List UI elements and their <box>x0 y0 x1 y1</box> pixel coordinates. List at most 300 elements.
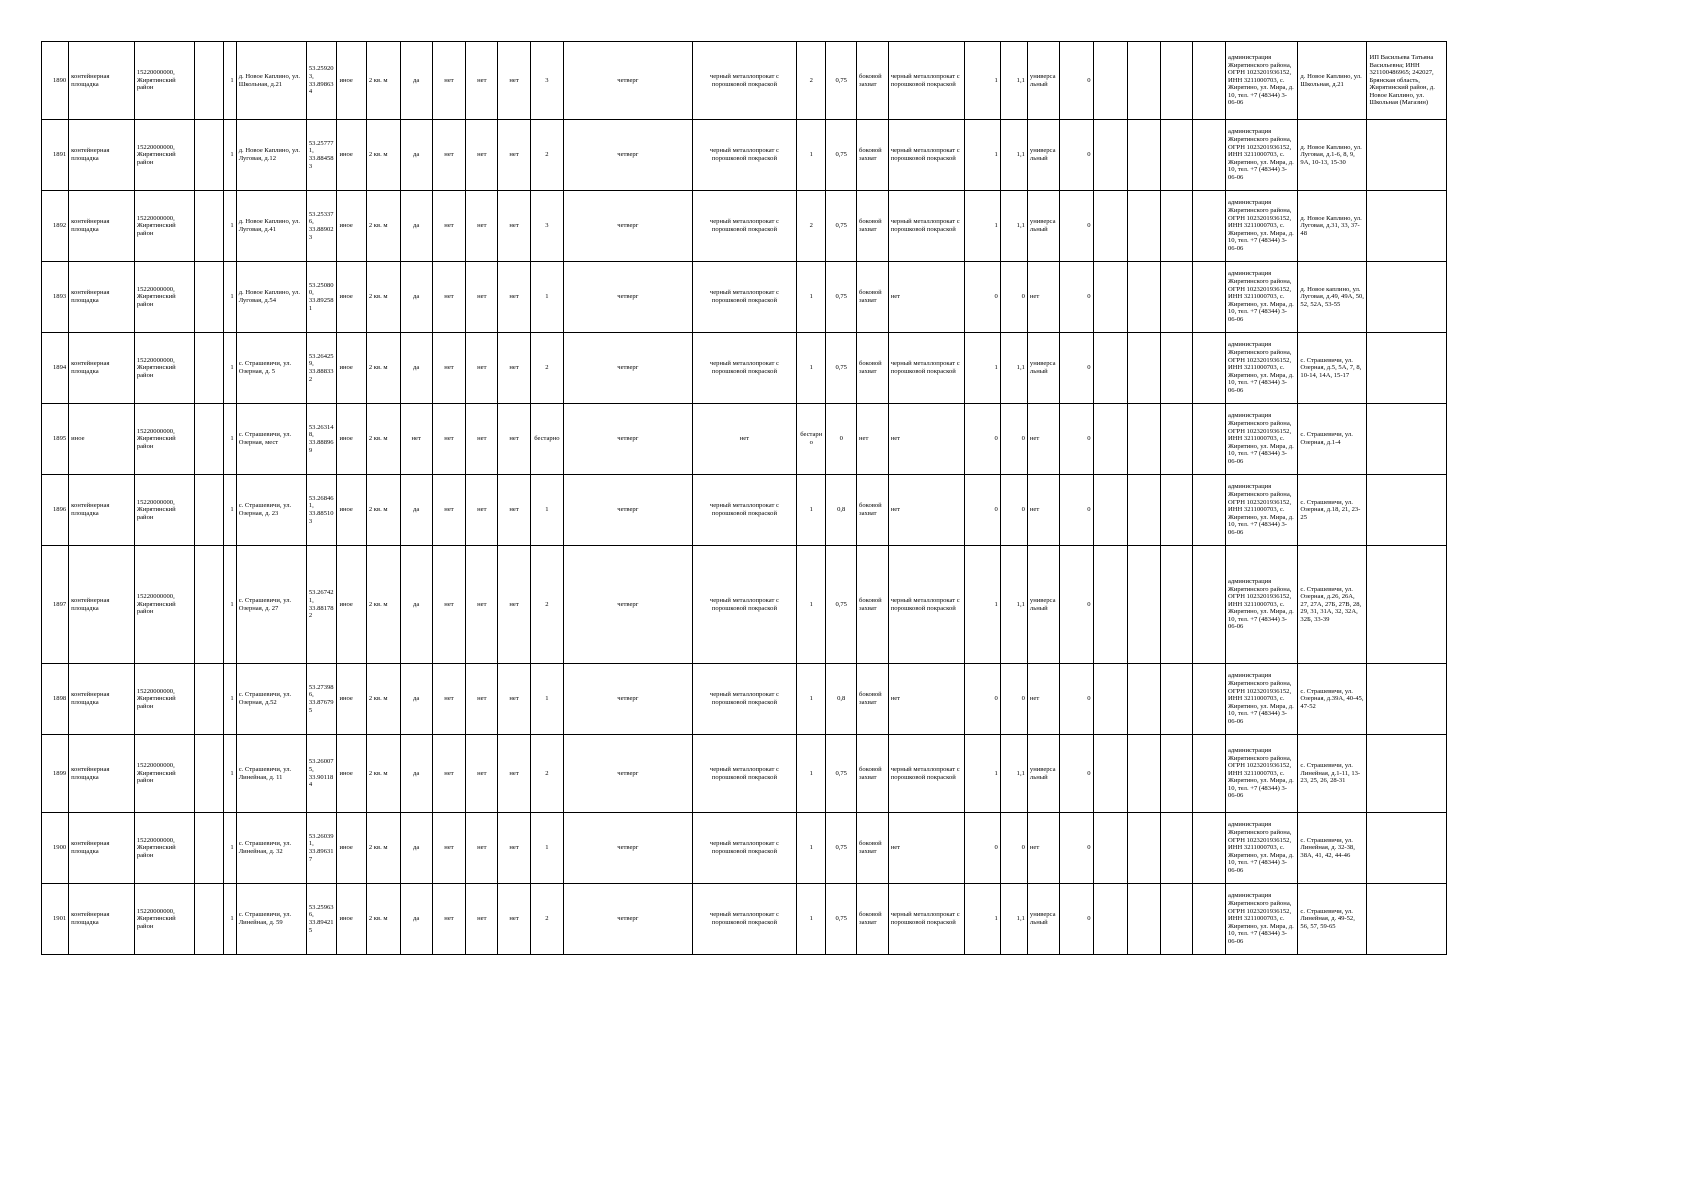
site-area: 2 кв. м <box>366 664 400 735</box>
bunker-material: нет <box>888 262 964 333</box>
attribute-2: нет <box>466 120 498 191</box>
blank-cell <box>1161 546 1193 664</box>
loading-type: боковой захват <box>857 813 889 884</box>
bunker-count: 1 <box>964 546 1000 664</box>
owner-info: администрация Жирятинского района, ОГРН 1023201936152, ИНН 3211000703, с. Жирятино, ул. Мира, д. 10, тел. +7 (48344) 3-06-06 <box>1225 475 1297 546</box>
bunker-material: нет <box>888 475 964 546</box>
container-volume: 0 <box>826 404 857 475</box>
zero-value: 0 <box>1059 546 1093 664</box>
blank-cell <box>1127 546 1161 664</box>
okato-district: 15220000000, Жирятинский район <box>134 735 194 813</box>
blank-cell <box>1093 262 1127 333</box>
blank-cell <box>1161 120 1193 191</box>
loading-type: боковой захват <box>857 735 889 813</box>
blank-cell <box>1127 191 1161 262</box>
bunker-volume: 1,1 <box>1000 120 1027 191</box>
site-number: 1890 <box>42 42 69 120</box>
okato-district: 15220000000, Жирятинский район <box>134 884 194 955</box>
container-quantity: 3 <box>530 42 563 120</box>
blank-cell <box>1193 884 1226 955</box>
container-quantity: 2 <box>530 120 563 191</box>
container-count: 1 <box>797 813 826 884</box>
bunker-type: универсальный <box>1027 546 1059 664</box>
blank-cell <box>1193 404 1226 475</box>
site-address: с. Страшевичи, ул. Озерная, д. 23 <box>236 475 306 546</box>
bunker-count: 0 <box>964 475 1000 546</box>
site-address: с. Страшевичи, ул. Озерная, д. 27 <box>236 546 306 664</box>
blank-cell <box>1161 191 1193 262</box>
blank-cell <box>1093 191 1127 262</box>
site-type: контейнерная площадка <box>69 120 135 191</box>
site-area: 2 кв. м <box>366 120 400 191</box>
attribute-1: нет <box>432 42 466 120</box>
container-count: 1 <box>797 884 826 955</box>
bunker-material: нет <box>888 664 964 735</box>
container-volume: 0,75 <box>826 262 857 333</box>
table-row <box>42 120 1447 191</box>
bunker-type: универсальный <box>1027 191 1059 262</box>
okato-district: 15220000000, Жирятинский район <box>134 404 194 475</box>
bunker-count: 1 <box>964 735 1000 813</box>
attribute-2: нет <box>466 664 498 735</box>
collection-day: четверг <box>563 475 692 546</box>
organizations <box>1367 120 1447 191</box>
bunker-type: универсальный <box>1027 120 1059 191</box>
container-quantity: 1 <box>530 475 563 546</box>
collection-day: четверг <box>563 813 692 884</box>
container-volume: 0,75 <box>826 546 857 664</box>
site-address: с. Страшевичи, ул. Линейная, д. 59 <box>236 884 306 955</box>
site-number: 1899 <box>42 735 69 813</box>
attribute-1: нет <box>432 546 466 664</box>
site-coordinates: 53.263148, 33.888969 <box>306 404 337 475</box>
blank-cell <box>1127 333 1161 404</box>
owner-info: администрация Жирятинского района, ОГРН 1023201936152, ИНН 3211000703, с. Жирятино, ул. Мира, д. 10, тел. +7 (48344) 3-06-06 <box>1225 120 1297 191</box>
waste-source-addresses: д. Новое каплино, ул. Луговая, д.49, 49А, 50, 52, 52А, 53-55 <box>1298 262 1367 333</box>
blank-cell <box>1127 735 1161 813</box>
container-material: черный металлопрокат с порошковой покраской <box>692 262 796 333</box>
container-quantity: 2 <box>530 735 563 813</box>
site-area: 2 кв. м <box>366 735 400 813</box>
attribute-3: нет <box>498 813 531 884</box>
attribute-3: нет <box>498 475 531 546</box>
registry-rows <box>42 42 1447 955</box>
organizations: ИП Васильева Татьяна Васильевна; ИНН 321100486965; 242027, Брянская область, Жирятинский район, д. Новое Каплино, ул. Школьная (Магазин) <box>1367 42 1447 120</box>
container-count: 1 <box>797 664 826 735</box>
blank-cell <box>1093 42 1127 120</box>
waste-source-addresses: с. Страшевичи, ул. Озерная, д.1-4 <box>1298 404 1367 475</box>
table-row <box>42 333 1447 404</box>
container-count: 1 <box>797 735 826 813</box>
site-number: 1891 <box>42 120 69 191</box>
organizations <box>1367 191 1447 262</box>
waste-source-addresses: д. Новое Каплино, ул. Луговая, д.31, 33, 37-48 <box>1298 191 1367 262</box>
bunker-material: черный металлопрокат с порошковой покраской <box>888 333 964 404</box>
zero-value: 0 <box>1059 664 1093 735</box>
zero-value: 0 <box>1059 813 1093 884</box>
container-volume: 0,75 <box>826 191 857 262</box>
container-volume: 0,75 <box>826 333 857 404</box>
attribute-3: нет <box>498 735 531 813</box>
container-volume: 0,8 <box>826 664 857 735</box>
loading-type: боковой захват <box>857 120 889 191</box>
bunker-volume: 1,1 <box>1000 546 1027 664</box>
unit-count: 1 <box>224 262 236 333</box>
attribute-2: нет <box>466 475 498 546</box>
fenced-flag: да <box>400 884 432 955</box>
container-quantity: бестарно <box>530 404 563 475</box>
okato-district: 15220000000, Жирятинский район <box>134 813 194 884</box>
unit-count: 1 <box>224 475 236 546</box>
site-coordinates: 53.273986, 33.876795 <box>306 664 337 735</box>
container-count: 1 <box>797 475 826 546</box>
unit-count: 1 <box>224 735 236 813</box>
container-quantity: 2 <box>530 333 563 404</box>
organizations <box>1367 333 1447 404</box>
unit-count: 1 <box>224 404 236 475</box>
site-coordinates: 53.257771, 33.884583 <box>306 120 337 191</box>
fenced-flag: да <box>400 120 432 191</box>
container-count: бестарно <box>797 404 826 475</box>
table-row <box>42 735 1447 813</box>
zero-value: 0 <box>1059 333 1093 404</box>
owner-info: администрация Жирятинского района, ОГРН 1023201936152, ИНН 3211000703, с. Жирятино, ул. Мира, д. 10, тел. +7 (48344) 3-06-06 <box>1225 191 1297 262</box>
blank-cell <box>1093 120 1127 191</box>
surface-type: иное <box>337 120 366 191</box>
organizations <box>1367 735 1447 813</box>
site-coordinates: 53.253376, 33.889023 <box>306 191 337 262</box>
site-coordinates: 53.259203, 33.898634 <box>306 42 337 120</box>
container-material: черный металлопрокат с порошковой покраской <box>692 120 796 191</box>
blank-cell <box>1193 333 1226 404</box>
blank-cell <box>1161 664 1193 735</box>
waste-source-addresses: с. Страшевичи, ул. Озерная, д.39А, 40-45, 47-52 <box>1298 664 1367 735</box>
attribute-1: нет <box>432 120 466 191</box>
loading-type: боковой захват <box>857 475 889 546</box>
site-type: контейнерная площадка <box>69 664 135 735</box>
bunker-volume: 1,1 <box>1000 735 1027 813</box>
zero-value: 0 <box>1059 475 1093 546</box>
container-quantity: 3 <box>530 191 563 262</box>
fenced-flag: да <box>400 664 432 735</box>
loading-type: нет <box>857 404 889 475</box>
site-address: д. Новое Каплино, ул. Луговая, д.41 <box>236 191 306 262</box>
fenced-flag: нет <box>400 404 432 475</box>
owner-info: администрация Жирятинского района, ОГРН 1023201936152, ИНН 3211000703, с. Жирятино, ул. Мира, д. 10, тел. +7 (48344) 3-06-06 <box>1225 42 1297 120</box>
bunker-count: 0 <box>964 813 1000 884</box>
blank-cell <box>194 813 223 884</box>
blank-cell <box>194 120 223 191</box>
container-volume: 0,75 <box>826 735 857 813</box>
site-type: контейнерная площадка <box>69 191 135 262</box>
site-area: 2 кв. м <box>366 884 400 955</box>
site-number: 1894 <box>42 333 69 404</box>
unit-count: 1 <box>224 120 236 191</box>
okato-district: 15220000000, Жирятинский район <box>134 191 194 262</box>
collection-day: четверг <box>563 884 692 955</box>
collection-day: четверг <box>563 404 692 475</box>
container-quantity: 1 <box>530 262 563 333</box>
organizations <box>1367 404 1447 475</box>
waste-sites-registry-table <box>41 41 1447 955</box>
bunker-type: нет <box>1027 262 1059 333</box>
attribute-1: нет <box>432 735 466 813</box>
bunker-material: нет <box>888 813 964 884</box>
bunker-material: нет <box>888 404 964 475</box>
blank-cell <box>194 735 223 813</box>
waste-source-addresses: д. Новое Каплино, ул. Школьная, д.21 <box>1298 42 1367 120</box>
organizations <box>1367 262 1447 333</box>
blank-cell <box>1193 735 1226 813</box>
site-address: с. Страшевичи, ул. Линейная, д. 32 <box>236 813 306 884</box>
bunker-volume: 0 <box>1000 664 1027 735</box>
attribute-3: нет <box>498 262 531 333</box>
blank-cell <box>1161 735 1193 813</box>
unit-count: 1 <box>224 546 236 664</box>
blank-cell <box>1093 546 1127 664</box>
blank-cell <box>1161 333 1193 404</box>
bunker-volume: 0 <box>1000 404 1027 475</box>
waste-source-addresses: с. Страшевичи, ул. Озерная, д.26, 26А, 27, 27А, 27Б, 27В, 28, 29, 31, 31А, 32, 32А, 32Б, 33-39 <box>1298 546 1367 664</box>
container-volume: 0,75 <box>826 120 857 191</box>
fenced-flag: да <box>400 262 432 333</box>
organizations <box>1367 884 1447 955</box>
site-area: 2 кв. м <box>366 262 400 333</box>
attribute-2: нет <box>466 404 498 475</box>
site-area: 2 кв. м <box>366 813 400 884</box>
attribute-1: нет <box>432 884 466 955</box>
site-address: с. Страшевичи, ул. Озерная, д.52 <box>236 664 306 735</box>
okato-district: 15220000000, Жирятинский район <box>134 42 194 120</box>
blank-cell <box>194 546 223 664</box>
blank-cell <box>1093 664 1127 735</box>
attribute-2: нет <box>466 191 498 262</box>
site-type: контейнерная площадка <box>69 884 135 955</box>
blank-cell <box>1161 813 1193 884</box>
site-area: 2 кв. м <box>366 333 400 404</box>
waste-source-addresses: с. Страшевичи, ул. Линейная, д.1-11, 13-23, 25, 26, 28-31 <box>1298 735 1367 813</box>
attribute-3: нет <box>498 191 531 262</box>
site-coordinates: 53.267421, 33.881782 <box>306 546 337 664</box>
owner-info: администрация Жирятинского района, ОГРН 1023201936152, ИНН 3211000703, с. Жирятино, ул. Мира, д. 10, тел. +7 (48344) 3-06-06 <box>1225 735 1297 813</box>
surface-type: иное <box>337 191 366 262</box>
loading-type: боковой захват <box>857 664 889 735</box>
blank-cell <box>1193 42 1226 120</box>
blank-cell <box>194 262 223 333</box>
owner-info: администрация Жирятинского района, ОГРН 1023201936152, ИНН 3211000703, с. Жирятино, ул. Мира, д. 10, тел. +7 (48344) 3-06-06 <box>1225 546 1297 664</box>
site-coordinates: 53.268461, 33.885103 <box>306 475 337 546</box>
container-quantity: 2 <box>530 884 563 955</box>
surface-type: иное <box>337 262 366 333</box>
bunker-type: универсальный <box>1027 333 1059 404</box>
blank-cell <box>1193 664 1226 735</box>
table-row <box>42 664 1447 735</box>
container-volume: 0,75 <box>826 813 857 884</box>
bunker-material: черный металлопрокат с порошковой покраской <box>888 42 964 120</box>
loading-type: боковой захват <box>857 333 889 404</box>
table-row <box>42 404 1447 475</box>
blank-cell <box>1093 884 1127 955</box>
surface-type: иное <box>337 813 366 884</box>
waste-source-addresses: д. Новое Каплино, ул. Луговая, д.1-6, 8, 9, 9А, 10-13, 15-30 <box>1298 120 1367 191</box>
attribute-1: нет <box>432 475 466 546</box>
attribute-2: нет <box>466 333 498 404</box>
attribute-3: нет <box>498 120 531 191</box>
blank-cell <box>1127 120 1161 191</box>
unit-count: 1 <box>224 884 236 955</box>
loading-type: боковой захват <box>857 191 889 262</box>
fenced-flag: да <box>400 191 432 262</box>
bunker-count: 0 <box>964 664 1000 735</box>
blank-cell <box>1161 42 1193 120</box>
attribute-3: нет <box>498 884 531 955</box>
owner-info: администрация Жирятинского района, ОГРН 1023201936152, ИНН 3211000703, с. Жирятино, ул. Мира, д. 10, тел. +7 (48344) 3-06-06 <box>1225 813 1297 884</box>
container-material: черный металлопрокат с порошковой покраской <box>692 664 796 735</box>
owner-info: администрация Жирятинского района, ОГРН 1023201936152, ИНН 3211000703, с. Жирятино, ул. Мира, д. 10, тел. +7 (48344) 3-06-06 <box>1225 333 1297 404</box>
attribute-3: нет <box>498 333 531 404</box>
attribute-2: нет <box>466 42 498 120</box>
collection-day: четверг <box>563 333 692 404</box>
container-count: 2 <box>797 191 826 262</box>
bunker-count: 1 <box>964 42 1000 120</box>
loading-type: боковой захват <box>857 42 889 120</box>
site-address: с. Страшевичи, ул. Озерная, д. 5 <box>236 333 306 404</box>
blank-cell <box>194 475 223 546</box>
container-count: 1 <box>797 333 826 404</box>
attribute-1: нет <box>432 813 466 884</box>
bunker-count: 0 <box>964 404 1000 475</box>
blank-cell <box>194 664 223 735</box>
blank-cell <box>1193 191 1226 262</box>
okato-district: 15220000000, Жирятинский район <box>134 120 194 191</box>
okato-district: 15220000000, Жирятинский район <box>134 262 194 333</box>
blank-cell <box>1093 404 1127 475</box>
bunker-volume: 1,1 <box>1000 333 1027 404</box>
blank-cell <box>1161 475 1193 546</box>
attribute-3: нет <box>498 404 531 475</box>
okato-district: 15220000000, Жирятинский район <box>134 664 194 735</box>
container-count: 2 <box>797 42 826 120</box>
bunker-material: черный металлопрокат с порошковой покраской <box>888 546 964 664</box>
attribute-1: нет <box>432 333 466 404</box>
bunker-volume: 0 <box>1000 475 1027 546</box>
bunker-count: 0 <box>964 262 1000 333</box>
blank-cell <box>1093 813 1127 884</box>
collection-day: четверг <box>563 546 692 664</box>
bunker-type: универсальный <box>1027 42 1059 120</box>
registry-sheet <box>41 41 1447 1095</box>
site-number: 1896 <box>42 475 69 546</box>
blank-cell <box>194 191 223 262</box>
waste-source-addresses: с. Страшевичи, ул. Линейная, д. 32-38, 38А, 41, 42, 44-46 <box>1298 813 1367 884</box>
blank-cell <box>1193 475 1226 546</box>
table-row <box>42 884 1447 955</box>
okato-district: 15220000000, Жирятинский район <box>134 475 194 546</box>
waste-source-addresses: с. Страшевичи, ул. Озерная, д.5, 5А, 7, 8, 10-14, 14А, 15-17 <box>1298 333 1367 404</box>
table-row <box>42 813 1447 884</box>
unit-count: 1 <box>224 333 236 404</box>
fenced-flag: да <box>400 333 432 404</box>
table-row <box>42 475 1447 546</box>
blank-cell <box>1127 42 1161 120</box>
organizations <box>1367 813 1447 884</box>
fenced-flag: да <box>400 813 432 884</box>
unit-count: 1 <box>224 813 236 884</box>
bunker-volume: 1,1 <box>1000 191 1027 262</box>
table-row <box>42 546 1447 664</box>
container-volume: 0,8 <box>826 475 857 546</box>
bunker-type: нет <box>1027 404 1059 475</box>
blank-cell <box>1127 884 1161 955</box>
container-quantity: 2 <box>530 546 563 664</box>
zero-value: 0 <box>1059 120 1093 191</box>
unit-count: 1 <box>224 191 236 262</box>
bunker-type: нет <box>1027 475 1059 546</box>
surface-type: иное <box>337 475 366 546</box>
site-area: 2 кв. м <box>366 191 400 262</box>
site-address: д. Новое Каплино, ул. Луговая, д.12 <box>236 120 306 191</box>
loading-type: боковой захват <box>857 884 889 955</box>
attribute-2: нет <box>466 735 498 813</box>
bunker-material: черный металлопрокат с порошковой покраской <box>888 884 964 955</box>
container-material: черный металлопрокат с порошковой покраской <box>692 546 796 664</box>
waste-source-addresses: с. Страшевичи, ул. Линейная, д. 49-52, 56, 57, 59-65 <box>1298 884 1367 955</box>
container-material: черный металлопрокат с порошковой покраской <box>692 735 796 813</box>
organizations <box>1367 475 1447 546</box>
waste-source-addresses: с. Страшевичи, ул. Озерная, д.18, 21, 23-25 <box>1298 475 1367 546</box>
container-material: черный металлопрокат с порошковой покраской <box>692 42 796 120</box>
surface-type: иное <box>337 735 366 813</box>
attribute-1: нет <box>432 262 466 333</box>
site-area: 2 кв. м <box>366 42 400 120</box>
bunker-material: черный металлопрокат с порошковой покраской <box>888 120 964 191</box>
container-count: 1 <box>797 262 826 333</box>
container-volume: 0,75 <box>826 42 857 120</box>
site-type: контейнерная площадка <box>69 333 135 404</box>
site-address: с. Страшевичи, ул. Озерная, мест <box>236 404 306 475</box>
bunker-volume: 1,1 <box>1000 884 1027 955</box>
fenced-flag: да <box>400 42 432 120</box>
fenced-flag: да <box>400 546 432 664</box>
container-material: нет <box>692 404 796 475</box>
fenced-flag: да <box>400 735 432 813</box>
loading-type: боковой захват <box>857 262 889 333</box>
site-number: 1901 <box>42 884 69 955</box>
container-material: черный металлопрокат с порошковой покраской <box>692 884 796 955</box>
site-type: контейнерная площадка <box>69 546 135 664</box>
attribute-1: нет <box>432 404 466 475</box>
attribute-3: нет <box>498 42 531 120</box>
attribute-2: нет <box>466 262 498 333</box>
attribute-2: нет <box>466 813 498 884</box>
site-coordinates: 53.260075, 33.901184 <box>306 735 337 813</box>
owner-info: администрация Жирятинского района, ОГРН 1023201936152, ИНН 3211000703, с. Жирятино, ул. Мира, д. 10, тел. +7 (48344) 3-06-06 <box>1225 664 1297 735</box>
container-volume: 0,75 <box>826 884 857 955</box>
blank-cell <box>1193 546 1226 664</box>
owner-info: администрация Жирятинского района, ОГРН 1023201936152, ИНН 3211000703, с. Жирятино, ул. Мира, д. 10, тел. +7 (48344) 3-06-06 <box>1225 884 1297 955</box>
site-number: 1897 <box>42 546 69 664</box>
blank-cell <box>1127 664 1161 735</box>
attribute-1: нет <box>432 191 466 262</box>
blank-cell <box>1161 262 1193 333</box>
site-address: с. Страшевичи, ул. Линейная, д. 11 <box>236 735 306 813</box>
site-number: 1898 <box>42 664 69 735</box>
container-material: черный металлопрокат с порошковой покраской <box>692 333 796 404</box>
bunker-count: 1 <box>964 884 1000 955</box>
collection-day: четверг <box>563 191 692 262</box>
bunker-volume: 0 <box>1000 262 1027 333</box>
bunker-material: черный металлопрокат с порошковой покраской <box>888 191 964 262</box>
